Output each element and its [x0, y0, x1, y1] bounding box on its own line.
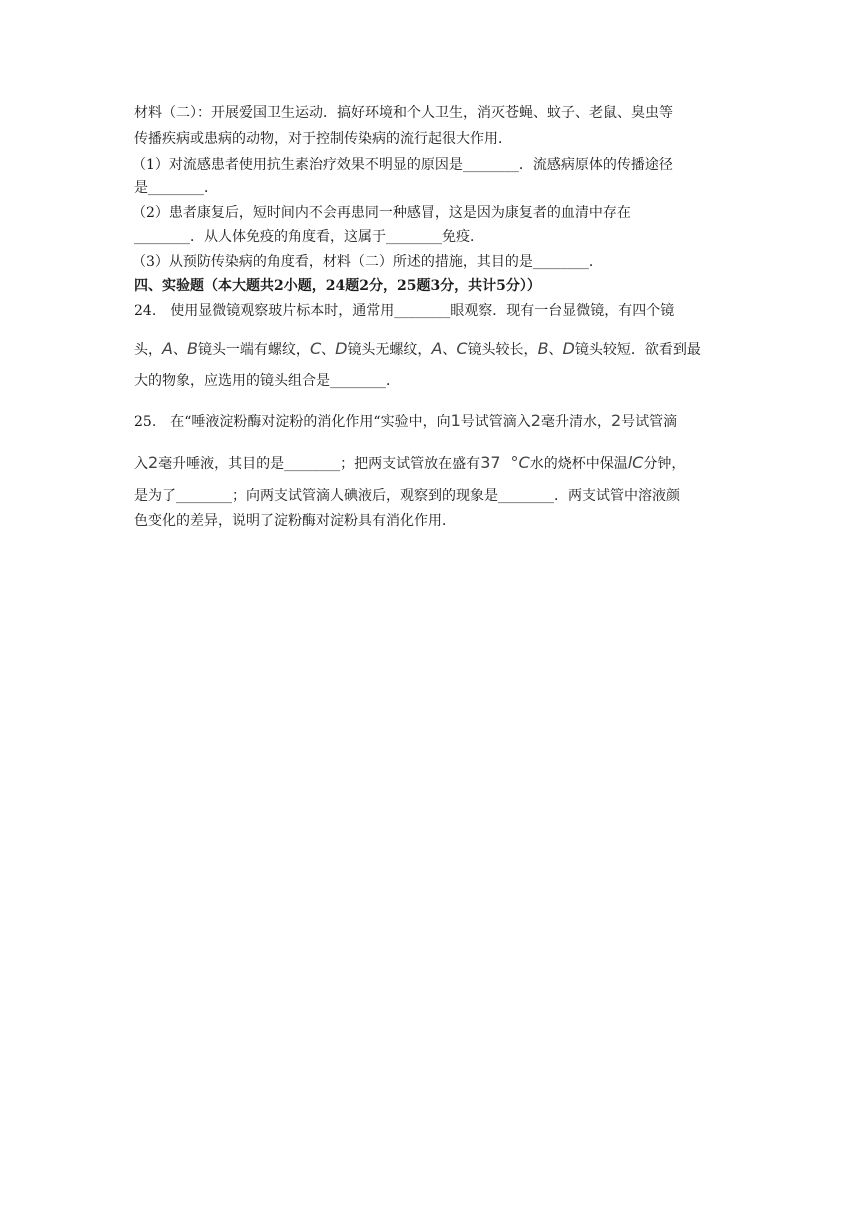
material2-line2: 传播疾病或患病的动物，对于控制传染病的流行起很大作用．: [134, 131, 512, 147]
question1-line2: 是________．: [134, 180, 218, 196]
question24-line2: [134, 340, 734, 359]
lens-c-symbol-2: C: [456, 339, 468, 358]
q24-sep2: 、: [321, 342, 336, 358]
q25-text-2d: 分钟，: [643, 456, 686, 472]
volume-number-2: 2: [148, 453, 159, 472]
question25-line1: [134, 412, 734, 431]
lens-d-symbol-2: D: [562, 339, 575, 358]
q24-text-c: 镜头无螺纹，: [347, 342, 432, 358]
lens-a-symbol-2: A: [431, 339, 443, 358]
q25-text-1a: 25. 在“唾液淀粉酶对淀粉的消化作用“实验中，向: [134, 414, 451, 430]
tube-number-2: 2: [610, 411, 622, 430]
question25-line4: 色变化的差异，说明了淀粉酶对淀粉具有消化作用．: [134, 513, 456, 529]
lens-b-symbol: B: [186, 339, 198, 358]
question25-line2: [134, 454, 734, 473]
q25-text-1d: 号试管滴: [621, 414, 678, 430]
question3-line1: （3）从预防传染病的角度看，材料（二）所述的措施，其目的是________．: [132, 254, 603, 270]
question1-line1: （1）对流感患者使用抗生素治疗效果不明显的原因是________．流感病原体的传播途径: [132, 157, 673, 173]
question2-line2: ________．从人体免疫的角度看，这属于________免疫．: [134, 229, 484, 245]
tube-number-1: 1: [450, 411, 461, 430]
q25-text-2c: 水的烧杯中保温: [529, 456, 628, 472]
q24-sep1: 、: [172, 342, 187, 358]
q24-sep3: 、: [442, 342, 457, 358]
lens-b-symbol-2: B: [537, 339, 549, 358]
question24-line1: 24. 使用显微镜观察玻片标本时，通常用________眼观察．现有一台显微镜，有四个镜: [134, 303, 675, 319]
q24-text-d: 镜头较长，: [467, 342, 538, 358]
question24-line3: 大的物象，应选用的镜头组合是________．: [134, 373, 400, 389]
question2-line1: （2）患者康复后，短时间内不会再患同一种感冒，这是因为康复者的血清中存在: [132, 205, 631, 221]
time-value: lC: [627, 453, 644, 472]
lens-c-symbol: C: [309, 339, 322, 358]
q25-text-2a: 入: [134, 456, 148, 472]
q24-text-b: 镜头一端有螺纹，: [197, 342, 310, 358]
q24-text-a: 头，: [134, 342, 162, 358]
material2-line1: 材料（二）：开展爱国卫生运动．搞好环境和个人卫生，消灭苍蝇、蚊子、老鼠、臭虫等: [134, 105, 673, 121]
q24-text-e: 镜头较短．欲看到最: [574, 342, 701, 358]
lens-a-symbol: A: [162, 339, 173, 358]
temperature-value: 37: [480, 453, 501, 472]
q25-text-1b: 号试管滴入: [460, 414, 531, 430]
q24-sep4: 、: [548, 342, 563, 358]
q25-text-1c: 毫升清水，: [540, 414, 611, 430]
q25-text-2b: 毫升唾液，其目的是________；把两支试管放在盛有: [158, 456, 481, 472]
question25-line3: 是为了________；向两支试管滴人碘液后，观察到的现象是________．两支试管中溶液颜: [134, 488, 680, 504]
degree-celsius-symbol: °C: [510, 453, 530, 472]
volume-number-1: 2: [530, 411, 541, 430]
section4-heading: 四、实验题（本大题共2小题，24题2分，25题3分，共计5分））: [134, 278, 541, 294]
lens-d-symbol: D: [335, 339, 348, 358]
